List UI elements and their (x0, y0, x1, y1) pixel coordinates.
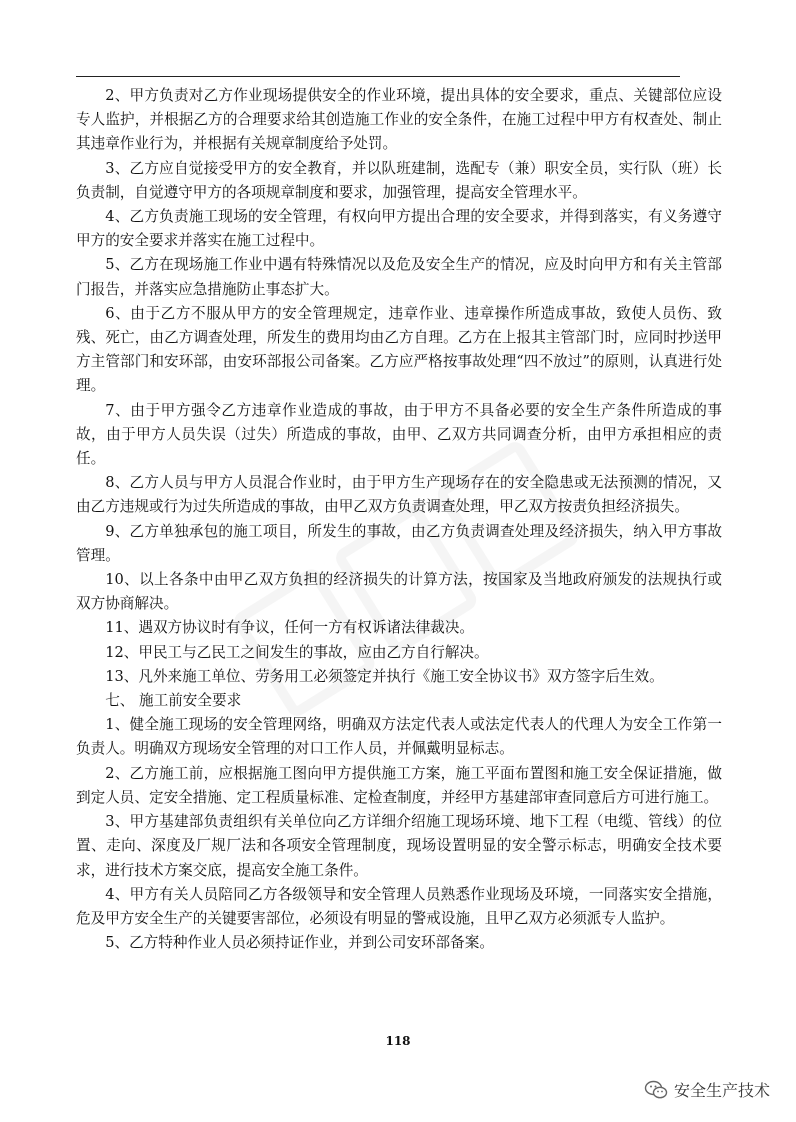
paragraph: 1、健全施工现场的安全管理网络，明确双方法定代表人或法定代表人的代理人为安全工作第一负责人。明确双方现场安全管理的对口工作人员，并佩戴明显标志。 (76, 716, 722, 758)
paragraph: 3、乙方应自觉接受甲方的安全教育，并以队班建制，选配专（兼）职安全员，实行队（班）长负责制，自觉遵守甲方的各项规章制度和要求，加强管理，提高安全管理水平。 (76, 159, 722, 201)
paragraph: 10、以上各条中由甲乙双方负担的经济损失的计算方法，按国家及当地政府颁发的法规执行或双方协商解决。 (76, 571, 722, 613)
wechat-icon (644, 1079, 668, 1101)
paragraph: 2、乙方施工前，应根据施工图向甲方提供施工方案，施工平面布置图和施工安全保证措施，做到定人员、定安全措施、定工程质量标准、定检查制度，并经甲方基建部审查同意后方可进行施工。 (76, 764, 722, 806)
brand-badge (644, 1078, 770, 1101)
section-heading: 七、 施工前安全要求 (105, 692, 242, 710)
paragraph: 8、乙方人员与甲方人员混合作业时，由于甲方生产现场存在的安全隐患或无法预测的情况，又由乙方违规或行为过失所造成的事故，由甲乙双方负责调查处理，甲乙双方按责负担经济损失。 (76, 474, 722, 516)
header-rule (76, 76, 680, 77)
paragraph: 9、乙方单独承包的施工项目，所发生的事故，由乙方负责调查处理及经济损失，纳入甲方事故管理。 (76, 522, 722, 564)
paragraph: 6、由于乙方不服从甲方的安全管理规定，违章作业、违章操作所造成事故，致使人员伤、致残、死亡，由乙方调查处理，所发生的费用均由乙方自理。乙方在上报其主管部门时，应同时抄送甲方主管部门和安环部，由安环部报公司备案。乙方应严格按事故处理“四不放过”的原则，认真进行处理。 (76, 304, 722, 395)
paragraph: 4、乙方负责施工现场的安全管理，有权向甲方提出合理的安全要求，并得到落实，有义务遵守甲方的安全要求并落实在施工过程中。 (76, 208, 722, 250)
paragraph: 2、甲方负责对乙方作业现场提供安全的作业环境，提出具体的安全要求，重点、关键部位应设专人监护，并根据乙方的合理要求给其创造施工作业的安全条件，在施工过程中甲方有权查处、制止其违章作业行为，并根据有关规章制度给予处罚。 (76, 87, 722, 153)
paragraph: 5、乙方特种作业人员必须持证作业，并到公司安环部备案。 (105, 934, 494, 952)
paragraph: 11、遇双方协议时有争议，任何一方有权诉诸法律裁决。 (105, 619, 475, 637)
page-number: 118 (385, 1034, 411, 1048)
paragraph: 12、甲民工与乙民工之间发生的事故，应由乙方自行解决。 (105, 643, 489, 661)
paragraph: 5、乙方在现场施工作业中遇有特殊情况以及危及安全生产的情况，应及时向甲方和有关主管部门报告，并落实应急措施防止事态扩大。 (76, 256, 722, 298)
paragraph: 7、由于甲方强令乙方违章作业造成的事故，由于甲方不具备必要的安全生产条件所造成的事故，由于甲方人员失误（过失）所造成的事故，由甲、乙双方共同调查分析，由甲方承担相应的责任。 (76, 401, 722, 468)
brand-label: 安全生产技术 (673, 1081, 770, 1100)
paragraph: 3、甲方基建部负责组织有关单位向乙方详细介绍施工现场环境、地下工程（电缆、管线）的位置、走向、深度及厂规厂法和各项安全管理制度，现场设置明显的安全警示标志，明确安全技术要求，进行技术方案交底，提高安全施工条件。 (76, 813, 722, 879)
document-body (76, 84, 722, 955)
paragraph: 4、甲方有关人员陪同乙方各级领导和安全管理人员熟悉作业现场及环境，一同落实安全措施，危及甲方安全生产的关键要害部位，必须设有明显的警戒设施，且甲乙双方必须派专人监护。 (76, 885, 722, 927)
paragraph: 13、凡外来施工单位、劳务用工必须签定并执行《施工安全协议书》双方签字后生效。 (105, 667, 664, 685)
